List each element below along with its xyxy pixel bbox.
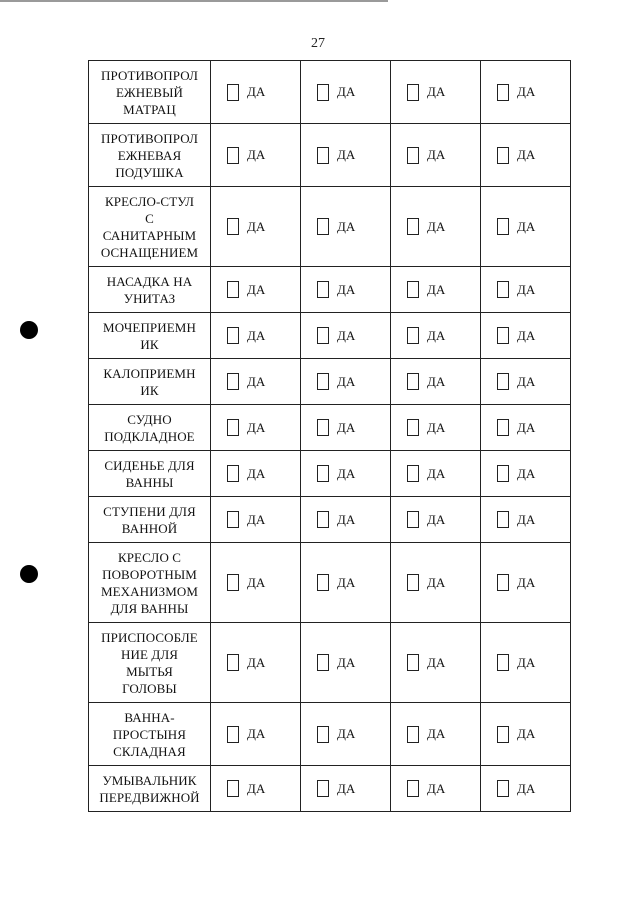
yes-checkbox-option[interactable] [391, 726, 480, 743]
equipment-table [88, 60, 571, 812]
option-cell [391, 543, 481, 623]
item-name: СИДЕНЬЕ ДЛЯ ВАННЫ [104, 457, 195, 490]
item-name-cell [89, 451, 211, 497]
item-name-cell [89, 766, 211, 812]
checkbox-square-icon[interactable] [497, 726, 509, 743]
item-name: КАЛОПРИЕМН ИК [103, 365, 196, 398]
option-cell [211, 61, 301, 124]
option-cell [301, 359, 391, 405]
option-cell [211, 313, 301, 359]
item-name-cell [89, 703, 211, 766]
checkbox-square-icon[interactable] [497, 147, 509, 164]
checkbox-square-icon[interactable] [407, 281, 419, 298]
yes-checkbox-option[interactable] [301, 327, 390, 344]
checkbox-square-icon[interactable] [497, 511, 509, 528]
table-row [89, 359, 571, 405]
yes-checkbox-option[interactable] [481, 327, 570, 344]
checkbox-square-icon[interactable] [407, 218, 419, 235]
option-cell [481, 61, 571, 124]
item-name: УМЫВАЛЬНИК ПЕРЕДВИЖНОЙ [99, 772, 200, 805]
option-cell [391, 623, 481, 703]
checkbox-square-icon[interactable] [407, 511, 419, 528]
yes-label: ДА [247, 780, 266, 796]
yes-checkbox-option[interactable] [481, 419, 570, 436]
yes-label: ДА [517, 147, 536, 162]
option-cell [301, 187, 391, 267]
yes-checkbox-option[interactable] [391, 654, 480, 671]
yes-checkbox-option[interactable] [391, 419, 480, 436]
checkbox-square-icon[interactable] [317, 147, 329, 164]
yes-label: ДА [337, 465, 356, 481]
option-cell [391, 359, 481, 405]
checkbox-square-icon[interactable] [497, 780, 509, 797]
yes-checkbox-option[interactable] [301, 147, 390, 164]
yes-label: ДА [247, 281, 266, 297]
table-row [89, 124, 571, 187]
option-cell [391, 313, 481, 359]
item-name: СУДНО ПОДКЛАДНОЕ [104, 411, 195, 444]
yes-label: ДА [247, 419, 266, 435]
checkbox-square-icon[interactable] [497, 419, 509, 436]
option-cell [481, 543, 571, 623]
yes-checkbox-option[interactable] [391, 84, 480, 101]
option-cell [481, 124, 571, 187]
option-cell [211, 497, 301, 543]
yes-checkbox-option[interactable] [481, 465, 570, 482]
yes-checkbox-option[interactable] [301, 511, 390, 528]
option-cell [301, 543, 391, 623]
yes-label: ДА [517, 218, 536, 234]
checkbox-square-icon[interactable] [407, 726, 419, 743]
item-name: КРЕСЛО-СТУЛ С САНИТАРНЫМ ОСНАЩЕНИЕМ [100, 193, 199, 260]
yes-label: ДА [337, 281, 356, 297]
table-row [89, 543, 571, 623]
yes-checkbox-option[interactable] [301, 218, 390, 235]
yes-label: ДА [517, 419, 536, 435]
yes-checkbox-option[interactable] [481, 726, 570, 743]
option-cell [391, 451, 481, 497]
table-row [89, 451, 571, 497]
yes-checkbox-option[interactable] [301, 780, 390, 797]
yes-label: ДА [247, 574, 266, 590]
item-name-cell [89, 405, 211, 451]
yes-label: ДА [247, 654, 266, 670]
yes-checkbox-option[interactable] [211, 147, 300, 164]
checkbox-square-icon[interactable] [497, 465, 509, 482]
yes-label: ДА [427, 726, 446, 741]
checkbox-square-icon[interactable] [407, 84, 419, 101]
yes-checkbox-option[interactable] [301, 726, 390, 743]
checkbox-square-icon[interactable] [497, 218, 509, 235]
checkbox-square-icon[interactable] [317, 327, 329, 344]
yes-label: ДА [517, 373, 536, 389]
yes-checkbox-option[interactable] [211, 373, 300, 390]
yes-label: ДА [247, 147, 266, 162]
option-cell [391, 187, 481, 267]
option-cell [391, 267, 481, 313]
yes-checkbox-option[interactable] [481, 654, 570, 671]
checkbox-square-icon[interactable] [407, 373, 419, 390]
yes-label: ДА [337, 726, 356, 741]
punch-hole [20, 321, 38, 339]
yes-label: ДА [247, 511, 266, 527]
option-cell [481, 359, 571, 405]
option-cell [391, 703, 481, 766]
yes-label: ДА [337, 419, 356, 435]
yes-label: ДА [517, 511, 536, 527]
table-row [89, 61, 571, 124]
yes-label: ДА [247, 373, 266, 389]
yes-label: ДА [337, 147, 356, 162]
table-row [89, 405, 571, 451]
punch-hole [20, 565, 38, 583]
option-cell [211, 543, 301, 623]
yes-label: ДА [337, 327, 356, 343]
checkbox-square-icon[interactable] [317, 373, 329, 390]
yes-label: ДА [427, 147, 446, 162]
option-cell [391, 405, 481, 451]
yes-label: ДА [427, 780, 446, 796]
option-cell [301, 405, 391, 451]
checkbox-square-icon[interactable] [497, 84, 509, 101]
yes-label: ДА [247, 726, 266, 741]
option-cell [481, 405, 571, 451]
yes-checkbox-option[interactable] [391, 218, 480, 235]
checkbox-square-icon[interactable] [497, 373, 509, 390]
yes-checkbox-option[interactable] [391, 465, 480, 482]
yes-label: ДА [427, 281, 446, 297]
yes-checkbox-option[interactable] [391, 780, 480, 797]
option-cell [481, 313, 571, 359]
item-name-cell [89, 124, 211, 187]
yes-checkbox-option[interactable] [481, 780, 570, 797]
checkbox-square-icon[interactable] [407, 780, 419, 797]
option-cell [301, 267, 391, 313]
yes-checkbox-option[interactable] [301, 574, 390, 591]
item-name-cell [89, 497, 211, 543]
yes-checkbox-option[interactable] [481, 373, 570, 390]
table-row [89, 623, 571, 703]
yes-label: ДА [337, 373, 356, 389]
yes-label: ДА [517, 780, 536, 796]
yes-label: ДА [517, 327, 536, 343]
table-row [89, 313, 571, 359]
yes-checkbox-option[interactable] [481, 511, 570, 528]
checkbox-square-icon[interactable] [227, 327, 239, 344]
yes-label: ДА [247, 327, 266, 343]
yes-checkbox-option[interactable] [211, 780, 300, 797]
checkbox-square-icon[interactable] [227, 281, 239, 298]
yes-checkbox-option[interactable] [211, 84, 300, 101]
checkbox-square-icon[interactable] [497, 574, 509, 591]
yes-label: ДА [337, 84, 356, 99]
yes-label: ДА [427, 419, 446, 435]
checkbox-square-icon[interactable] [317, 465, 329, 482]
item-name-cell [89, 359, 211, 405]
yes-checkbox-option[interactable] [301, 281, 390, 298]
checkbox-square-icon[interactable] [317, 780, 329, 797]
yes-checkbox-option[interactable] [301, 465, 390, 482]
item-name: НАСАДКА НА УНИТАЗ [106, 273, 193, 306]
checkbox-square-icon[interactable] [227, 465, 239, 482]
option-cell [301, 124, 391, 187]
checkbox-square-icon[interactable] [317, 511, 329, 528]
yes-label: ДА [427, 511, 446, 527]
item-name: ПРИСПОСОБЛЕ НИЕ ДЛЯ МЫТЬЯ ГОЛОВЫ [101, 629, 198, 696]
yes-label: ДА [337, 511, 356, 527]
checkbox-square-icon[interactable] [407, 147, 419, 164]
yes-checkbox-option[interactable] [391, 147, 480, 164]
checkbox-square-icon[interactable] [317, 419, 329, 436]
yes-label: ДА [337, 574, 356, 590]
option-cell [211, 187, 301, 267]
yes-label: ДА [247, 84, 266, 99]
yes-checkbox-option[interactable] [211, 327, 300, 344]
option-cell [301, 313, 391, 359]
table-row [89, 267, 571, 313]
checkbox-square-icon[interactable] [317, 574, 329, 591]
checkbox-square-icon[interactable] [317, 281, 329, 298]
option-cell [391, 61, 481, 124]
checkbox-square-icon[interactable] [227, 84, 239, 101]
yes-checkbox-option[interactable] [481, 218, 570, 235]
page-number: 27 [311, 36, 325, 51]
checkbox-square-icon[interactable] [227, 147, 239, 164]
checkbox-square-icon[interactable] [227, 373, 239, 390]
checkbox-square-icon[interactable] [227, 726, 239, 743]
yes-label: ДА [337, 654, 356, 670]
yes-label: ДА [517, 726, 536, 741]
option-cell [391, 497, 481, 543]
checkbox-square-icon[interactable] [317, 726, 329, 743]
option-cell [211, 623, 301, 703]
yes-checkbox-option[interactable] [211, 574, 300, 591]
option-cell [391, 766, 481, 812]
yes-label: ДА [427, 465, 446, 481]
checkbox-square-icon[interactable] [317, 654, 329, 671]
table-row [89, 187, 571, 267]
yes-checkbox-option[interactable] [481, 147, 570, 164]
checkbox-square-icon[interactable] [227, 654, 239, 671]
yes-label: ДА [517, 465, 536, 481]
table-row [89, 497, 571, 543]
option-cell [211, 766, 301, 812]
yes-label: ДА [427, 574, 446, 590]
option-cell [301, 703, 391, 766]
checkbox-square-icon[interactable] [407, 574, 419, 591]
checkbox-square-icon[interactable] [227, 419, 239, 436]
yes-checkbox-option[interactable] [301, 654, 390, 671]
checkbox-square-icon[interactable] [407, 465, 419, 482]
table-row [89, 766, 571, 812]
item-name: ПРОТИВОПРОЛ ЕЖНЕВЫЙ МАТРАЦ [101, 67, 198, 117]
option-cell [481, 623, 571, 703]
option-cell [481, 497, 571, 543]
yes-checkbox-option[interactable] [301, 419, 390, 436]
checkbox-square-icon[interactable] [407, 419, 419, 436]
option-cell [301, 623, 391, 703]
yes-label: ДА [427, 84, 446, 99]
yes-checkbox-option[interactable] [301, 84, 390, 101]
option-cell [211, 267, 301, 313]
yes-checkbox-option[interactable] [481, 281, 570, 298]
item-name-cell [89, 267, 211, 313]
checkbox-square-icon[interactable] [497, 654, 509, 671]
option-cell [301, 766, 391, 812]
item-name-cell [89, 543, 211, 623]
option-cell [481, 267, 571, 313]
yes-label: ДА [337, 218, 356, 234]
option-cell [211, 451, 301, 497]
top-rule [0, 0, 388, 2]
table-body [89, 61, 571, 812]
item-name: КРЕСЛО С ПОВОРОТНЫМ МЕХАНИЗМОМ ДЛЯ ВАННЫ [100, 549, 199, 616]
item-name: ПРОТИВОПРОЛ ЕЖНЕВАЯ ПОДУШКА [101, 130, 198, 180]
checkbox-square-icon[interactable] [317, 84, 329, 101]
checkbox-square-icon[interactable] [407, 327, 419, 344]
checkbox-square-icon[interactable] [227, 780, 239, 797]
option-cell [391, 124, 481, 187]
option-cell [211, 405, 301, 451]
item-name-cell [89, 623, 211, 703]
yes-checkbox-option[interactable] [211, 654, 300, 671]
yes-checkbox-option[interactable] [211, 511, 300, 528]
item-name: СТУПЕНИ ДЛЯ ВАННОЙ [103, 503, 196, 536]
yes-checkbox-option[interactable] [391, 511, 480, 528]
yes-label: ДА [427, 218, 446, 234]
checkbox-square-icon[interactable] [227, 218, 239, 235]
yes-label: ДА [427, 327, 446, 343]
option-cell [301, 497, 391, 543]
option-cell [301, 451, 391, 497]
checkbox-square-icon[interactable] [497, 281, 509, 298]
checkbox-square-icon[interactable] [497, 327, 509, 344]
yes-label: ДА [427, 373, 446, 389]
yes-label: ДА [247, 218, 266, 234]
yes-label: ДА [517, 574, 536, 590]
table-row [89, 703, 571, 766]
option-cell [301, 61, 391, 124]
item-name-cell [89, 61, 211, 124]
yes-checkbox-option[interactable] [481, 574, 570, 591]
yes-checkbox-option[interactable] [211, 419, 300, 436]
yes-checkbox-option[interactable] [211, 281, 300, 298]
checkbox-square-icon[interactable] [407, 654, 419, 671]
yes-checkbox-option[interactable] [211, 218, 300, 235]
yes-checkbox-option[interactable] [211, 465, 300, 482]
yes-checkbox-option[interactable] [481, 84, 570, 101]
option-cell [211, 359, 301, 405]
item-name: ВАННА- ПРОСТЫНЯ СКЛАДНАЯ [112, 709, 187, 759]
checkbox-square-icon[interactable] [317, 218, 329, 235]
item-name-cell [89, 313, 211, 359]
yes-checkbox-option[interactable] [301, 373, 390, 390]
option-cell [481, 187, 571, 267]
yes-label: ДА [427, 654, 446, 670]
option-cell [481, 451, 571, 497]
item-name: МОЧЕПРИЕМН ИК [103, 319, 196, 352]
yes-label: ДА [337, 780, 356, 796]
option-cell [481, 766, 571, 812]
option-cell [481, 703, 571, 766]
yes-checkbox-option[interactable] [391, 327, 480, 344]
option-cell [211, 124, 301, 187]
yes-checkbox-option[interactable] [391, 574, 480, 591]
checkbox-square-icon[interactable] [227, 574, 239, 591]
yes-label: ДА [247, 465, 266, 481]
yes-label: ДА [517, 281, 536, 297]
item-name-cell [89, 187, 211, 267]
yes-checkbox-option[interactable] [391, 373, 480, 390]
yes-checkbox-option[interactable] [211, 726, 300, 743]
yes-label: ДА [517, 84, 536, 99]
yes-label: ДА [517, 654, 536, 670]
checkbox-square-icon[interactable] [227, 511, 239, 528]
option-cell [211, 703, 301, 766]
yes-checkbox-option[interactable] [391, 281, 480, 298]
